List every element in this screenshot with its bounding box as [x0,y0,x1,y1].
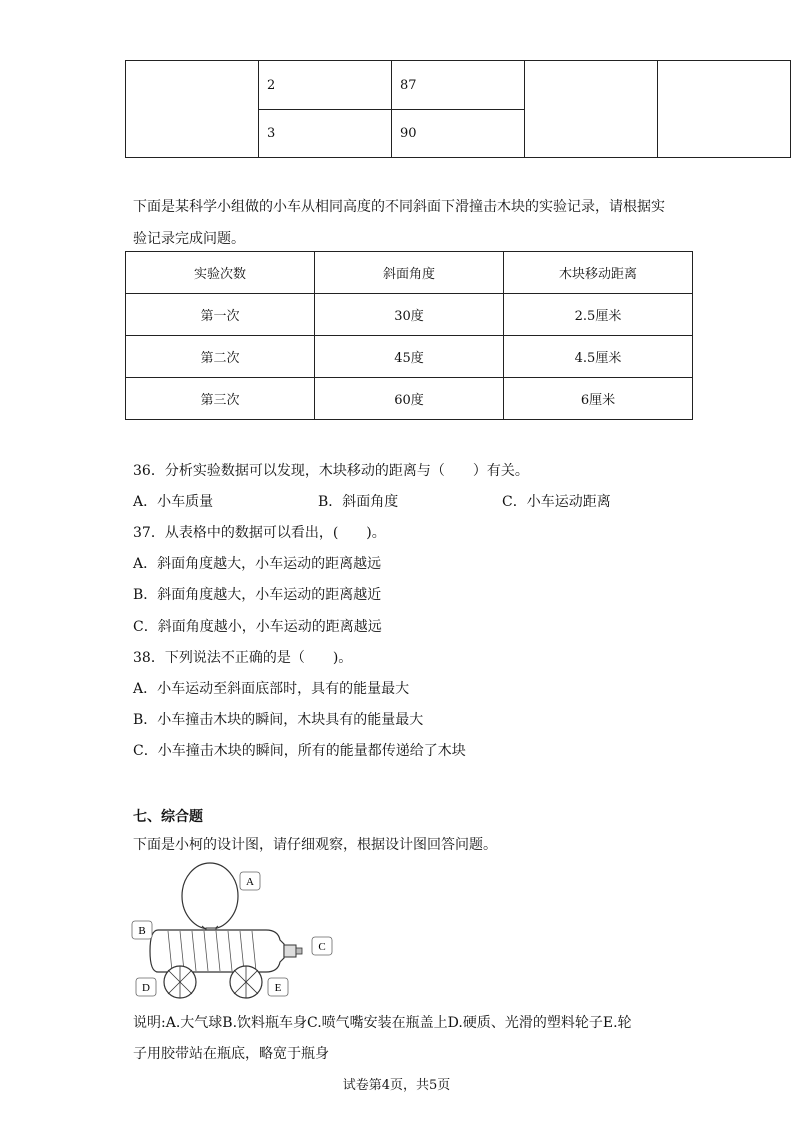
label-d: D [142,982,150,994]
label-e: E [274,982,282,994]
table-cell: 30度 [315,294,504,336]
question-37: 37．从表格中的数据可以看出，( )。 [133,525,386,541]
table-cell-empty [658,61,791,158]
table-cell: 2.5厘米 [504,294,693,336]
table-header: 木块移动距离 [504,252,693,294]
table-cell-empty [126,61,259,158]
q38-option-b: B．小车撞击木块的瞬间，木块具有的能量最大 [133,712,424,728]
table-header: 实验次数 [126,252,315,294]
q38-option-c: C．小车撞击木块的瞬间，所有的能量都传递给了木块 [133,743,466,759]
q38-option-a: A．小车运动至斜面底部时，具有的能量最大 [133,681,410,697]
table-cell: 第一次 [126,294,315,336]
nozzle-shape [284,945,296,957]
q37-option-a: A．斜面角度越大，小车运动的距离越远 [133,556,382,572]
table-row [126,378,693,420]
q37-option-c: C．斜面角度越小，小车运动的距离越远 [133,619,382,635]
q37-option-b: B．斜面角度越大，小车运动的距离越近 [133,587,382,603]
question-36: 36．分析实验数据可以发现，木块移动的距离与（ ）有关。 [133,463,529,479]
balloon-shape [182,863,238,929]
intro-line-1: 下面是某科学小组做的小车从相同高度的不同斜面下滑撞击木块的实验记录，请根据实 [133,199,665,215]
label-a: A [246,876,254,888]
table-cell: 第二次 [126,336,315,378]
explain-line-1: 说明:A.大气球B.饮料瓶车身C.喷气嘴安装在瓶盖上D.硬质、光滑的塑料轮子E.轮 [133,1015,632,1031]
table-row [126,294,693,336]
table-cell: 45度 [315,336,504,378]
table-cell-value: 90 [392,110,525,158]
explain-line-2: 子用胶带站在瓶底，略宽于瓶身 [133,1046,329,1062]
table-header: 斜面角度 [315,252,504,294]
table-cell-empty [525,61,658,158]
label-b: B [138,925,146,937]
table-cell: 6厘米 [504,378,693,420]
section-intro: 下面是小柯的设计图，请仔细观察，根据设计图回答问题。 [133,837,497,853]
car-design-diagram [128,858,338,1000]
q36-option-a: A．小车质量 [133,494,214,510]
table-cell-trial: 2 [259,61,392,110]
table-cell: 60度 [315,378,504,420]
table-cell-value: 87 [392,61,525,110]
question-38: 38．下列说法不正确的是（ )。 [133,650,353,666]
table-cell: 第三次 [126,378,315,420]
table-row [126,336,693,378]
top-partial-table [125,60,791,158]
section-title: 七、综合题 [133,809,203,825]
table-cell-trial: 3 [259,110,392,158]
intro-line-2: 验记录完成问题。 [133,231,245,247]
q36-option-b: B．斜面角度 [318,494,399,510]
table-cell: 4.5厘米 [504,336,693,378]
q36-option-c: C．小车运动距离 [502,494,611,510]
experiment-table [125,251,693,420]
page-footer: 试卷第4页，共5页 [342,1078,451,1093]
label-c: C [318,941,326,953]
